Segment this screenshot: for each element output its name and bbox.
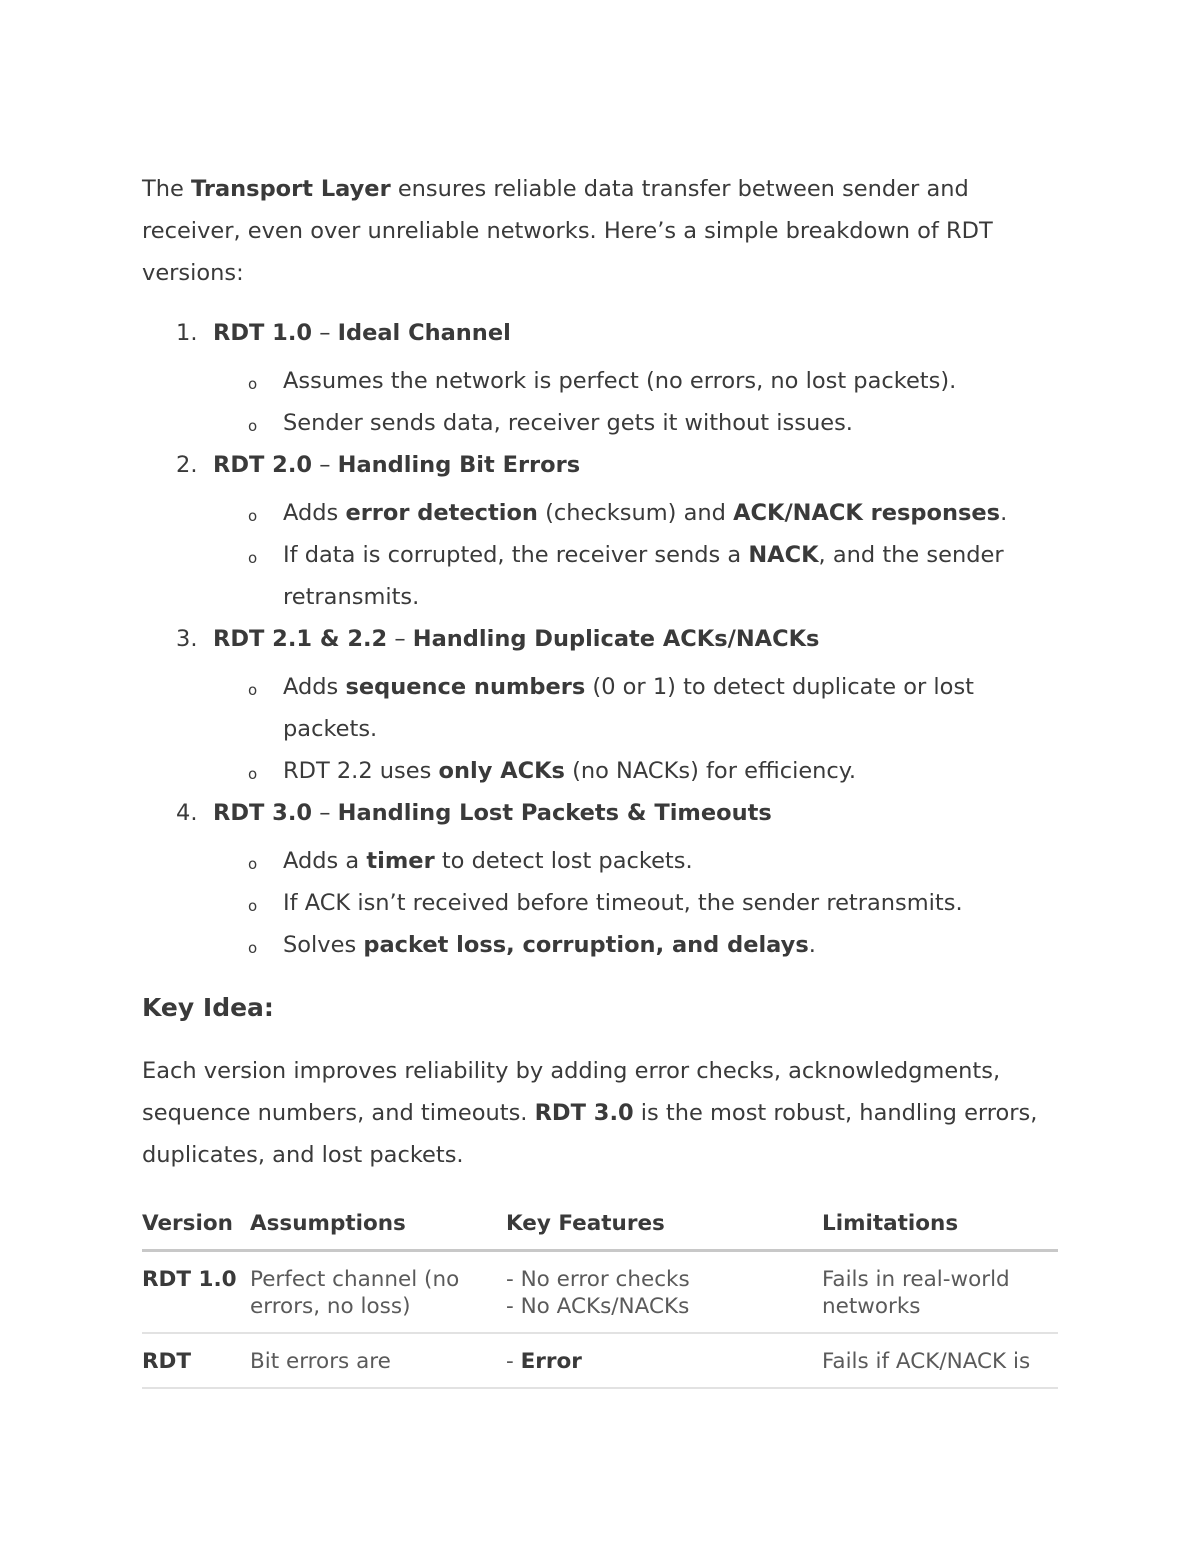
table-row xyxy=(142,1251,1058,1334)
list-item xyxy=(142,534,1058,618)
bullet-list xyxy=(142,492,1058,618)
version-heading xyxy=(142,312,1058,354)
bullet-list xyxy=(142,666,1058,792)
version-item-rdt-2-0 xyxy=(142,444,1058,618)
list-item xyxy=(142,882,1058,924)
key-idea-heading: Key Idea: xyxy=(142,993,274,1022)
cell-assumptions: Bit errors are xyxy=(250,1333,506,1388)
cell-version: RDT 1.0 xyxy=(142,1251,250,1334)
feature-line: - No error checks xyxy=(506,1267,690,1292)
circle-bullet-icon: o xyxy=(248,855,258,873)
feature-text: - xyxy=(506,1349,521,1374)
version-heading xyxy=(142,792,1058,834)
table-header-row xyxy=(142,1200,1058,1251)
cell-limitations: Fails in real-world networks xyxy=(822,1251,1058,1334)
column-header-key-features: Key Features xyxy=(506,1200,822,1251)
cell-assumptions: Perfect channel (no errors, no loss) xyxy=(250,1251,506,1334)
list-item xyxy=(142,666,1058,750)
circle-bullet-icon: o xyxy=(248,681,258,699)
intro-text: ensures reliable data transfer between sender and receiver, even over unreliable networks. Here’s a simple breakdown of RDT versions: xyxy=(142,176,993,286)
list-number: 4. xyxy=(176,800,198,826)
version-code: RDT 3.0 xyxy=(213,800,313,826)
bullet-bold: sequence numbers xyxy=(345,674,586,700)
bullet-text: If data is corrupted, the receiver sends a xyxy=(283,542,749,568)
key-idea-bold: RDT 3.0 xyxy=(534,1100,634,1126)
list-number: 2. xyxy=(176,452,198,478)
bullet-list xyxy=(142,840,1058,966)
intro-paragraph xyxy=(142,168,1058,294)
version-heading xyxy=(142,444,1058,486)
bullet-bold: timer xyxy=(366,848,435,874)
intro-text: The xyxy=(142,176,191,202)
version-code: RDT 2.0 xyxy=(213,452,313,478)
dash: – xyxy=(312,320,338,346)
bullet-text: . xyxy=(1000,500,1008,526)
circle-bullet-icon: o xyxy=(248,549,258,567)
bullet-text: , and the sender retransmits. xyxy=(283,542,1004,610)
column-header-assumptions: Assumptions xyxy=(250,1200,506,1251)
dash: – xyxy=(312,452,338,478)
list-number: 1. xyxy=(176,320,198,346)
bullet-text: to detect lost packets. xyxy=(434,848,693,874)
bullet-text: If ACK isn’t received before timeout, the sender retransmits. xyxy=(283,890,963,916)
dash: – xyxy=(387,626,413,652)
version-title: Handling Lost Packets & Timeouts xyxy=(337,800,772,826)
cell-version: RDT xyxy=(142,1333,250,1388)
column-header-limitations: Limitations xyxy=(822,1200,1058,1251)
version-code: RDT 1.0 xyxy=(213,320,313,346)
key-idea-text: is the most robust, handling errors, duplicates, and lost packets. xyxy=(142,1100,1038,1168)
cell-key-features xyxy=(506,1333,822,1388)
bullet-bold: only ACKs xyxy=(438,758,565,784)
bullet-bold: ACK/NACK responses xyxy=(733,500,1001,526)
bullet-bold: packet loss, corruption, and delays xyxy=(363,932,809,958)
table-row xyxy=(142,1333,1058,1388)
version-title: Ideal Channel xyxy=(337,320,511,346)
bullet-text: (no NACKs) for efficiency. xyxy=(564,758,857,784)
version-title: Handling Bit Errors xyxy=(337,452,581,478)
cell-limitations: Fails if ACK/NACK is xyxy=(822,1333,1058,1388)
list-item xyxy=(142,360,1058,402)
bullet-text: Adds xyxy=(283,674,346,700)
bullet-text: Assumes the network is perfect (no errors, no lost packets). xyxy=(283,368,957,394)
bullet-text: Adds xyxy=(283,500,346,526)
list-number: 3. xyxy=(176,626,198,652)
bullet-text: RDT 2.2 uses xyxy=(283,758,439,784)
circle-bullet-icon: o xyxy=(248,375,258,393)
version-item-rdt-3-0 xyxy=(142,792,1058,966)
circle-bullet-icon: o xyxy=(248,417,258,435)
list-item xyxy=(142,924,1058,966)
bullet-bold: error detection xyxy=(345,500,538,526)
dash: – xyxy=(312,800,338,826)
version-item-rdt-2-1-2-2 xyxy=(142,618,1058,792)
rdt-version-list xyxy=(142,312,1058,966)
intro-bold: Transport Layer xyxy=(191,176,391,202)
list-item xyxy=(142,840,1058,882)
list-item xyxy=(142,750,1058,792)
version-item-rdt-1-0 xyxy=(142,312,1058,444)
bullet-list xyxy=(142,360,1058,444)
version-heading xyxy=(142,618,1058,660)
cell-key-features xyxy=(506,1251,822,1334)
bullet-text: Sender sends data, receiver gets it without issues. xyxy=(283,410,853,436)
feature-line: - No ACKs/NACKs xyxy=(506,1294,690,1319)
key-idea-text: Each version improves reliability by adding error checks, acknowledgments, sequence numbers, and timeouts. xyxy=(142,1058,1001,1126)
bullet-text: . xyxy=(808,932,816,958)
bullet-text: Solves xyxy=(283,932,364,958)
circle-bullet-icon: o xyxy=(248,507,258,525)
version-code: RDT 2.1 & 2.2 xyxy=(213,626,388,652)
key-idea-paragraph xyxy=(142,1050,1058,1176)
bullet-text: Adds a xyxy=(283,848,367,874)
circle-bullet-icon: o xyxy=(248,765,258,783)
circle-bullet-icon: o xyxy=(248,897,258,915)
column-header-version: Version xyxy=(142,1200,250,1251)
list-item xyxy=(142,402,1058,444)
list-item xyxy=(142,492,1058,534)
bullet-text: (checksum) and xyxy=(537,500,734,526)
rdt-comparison-table xyxy=(142,1200,1058,1389)
version-title: Handling Duplicate ACKs/NACKs xyxy=(412,626,820,652)
document-page xyxy=(142,168,1058,1389)
bullet-bold: NACK xyxy=(748,542,819,568)
feature-bold: Error xyxy=(520,1349,582,1374)
circle-bullet-icon: o xyxy=(248,939,258,957)
bullet-text: (0 or 1) to detect duplicate or lost packets. xyxy=(283,674,974,742)
